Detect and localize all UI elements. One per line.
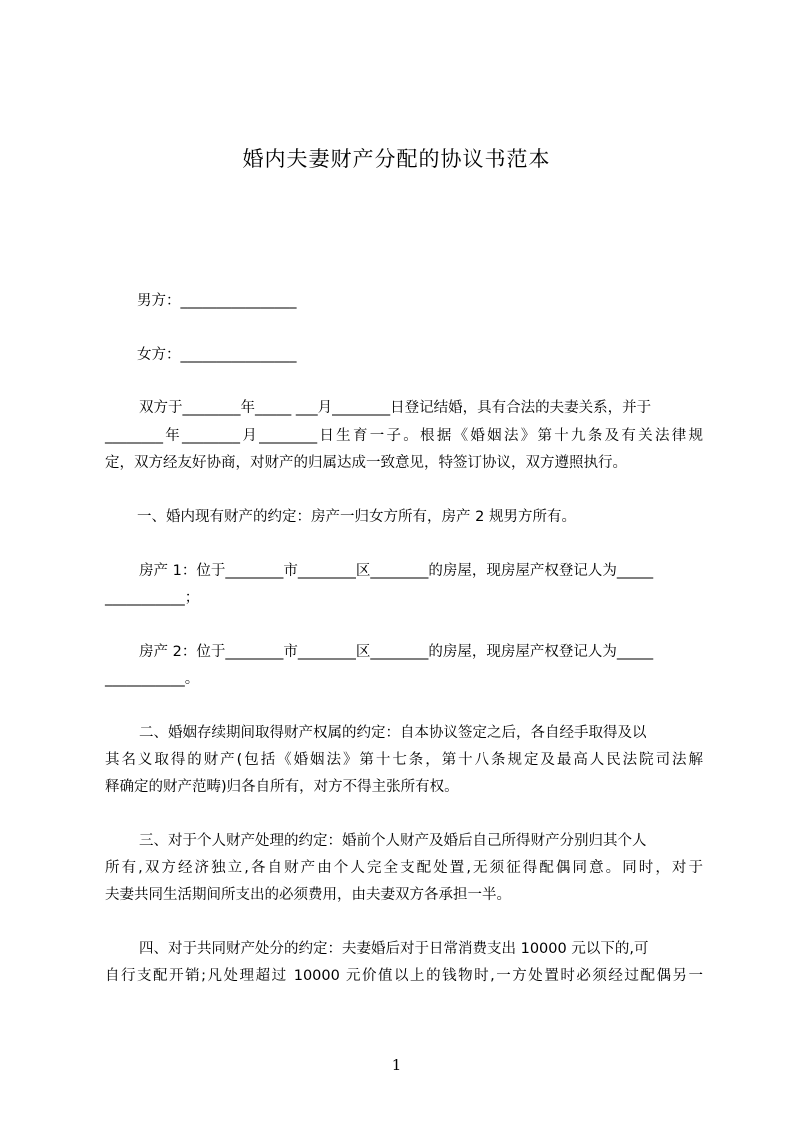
paragraph-line: 释确定的财产范畴)归各自所有，对方不得主张所有权。 [105,779,459,795]
male-party-line: 男方：________________ [137,293,297,309]
paragraph-line: 定，双方经友好协商，对财产的归属达成一致意见，特签订协议，双方遵照执行。 [105,455,627,471]
paragraph-line: 夫妻共同生活期间所支出的必须费用，由夫妻双方各承担一半。 [105,887,511,903]
female-party-line: 女方：________________ [137,347,297,363]
paragraph-line: 双方于________年_____ ___月________日登记结婚，具有合法的夫妻关系，并于 [139,400,652,416]
property-2-line: 房产 2：位于________市________区________的房屋，现房屋产权登记人为_____ [139,644,654,660]
paragraph-line: 自行支配开销;凡处理超过 10000 元价值以上的钱物时,一方处置时必须经过配偶另一 [105,968,703,984]
document-title: 婚内夫妻财产分配的协议书范本 [242,147,551,171]
page-number: 1 [391,1056,402,1074]
paragraph-line: 三、对于个人财产处理的约定：婚前个人财产及婚后自己所得财产分别归其个人 [139,833,647,849]
property-1-line-continued: ___________； [105,590,200,606]
paragraph-line: ________年________月________日生育一子。根据《婚姻法》第十九条及有关法律规 [105,428,703,444]
clause-one-heading: 一、婚内现有财产的约定：房产一归女方所有，房产 2 规男方所有。 [137,509,576,525]
property-1-line: 房产 1：位于________市________区________的房屋，现房屋产权登记人为_____ [139,563,654,579]
paragraph-line: 其名义取得的财产(包括《婚姻法》第十七条，第十八条规定及最高人民法院司法解 [105,752,703,768]
paragraph-line: 四、对于共同财产处分的约定：夫妻婚后对于日常消费支出 10000 元以下的,可 [139,941,649,957]
paragraph-line: 所有,双方经济独立,各自财产由个人完全支配处置,无须征得配偶同意。同时，对于 [105,860,703,876]
property-2-line-continued: ___________。 [105,671,200,687]
paragraph-line: 二、婚姻存续期间取得财产权属的约定：自本协议签定之后，各自经手取得及以 [139,725,647,741]
